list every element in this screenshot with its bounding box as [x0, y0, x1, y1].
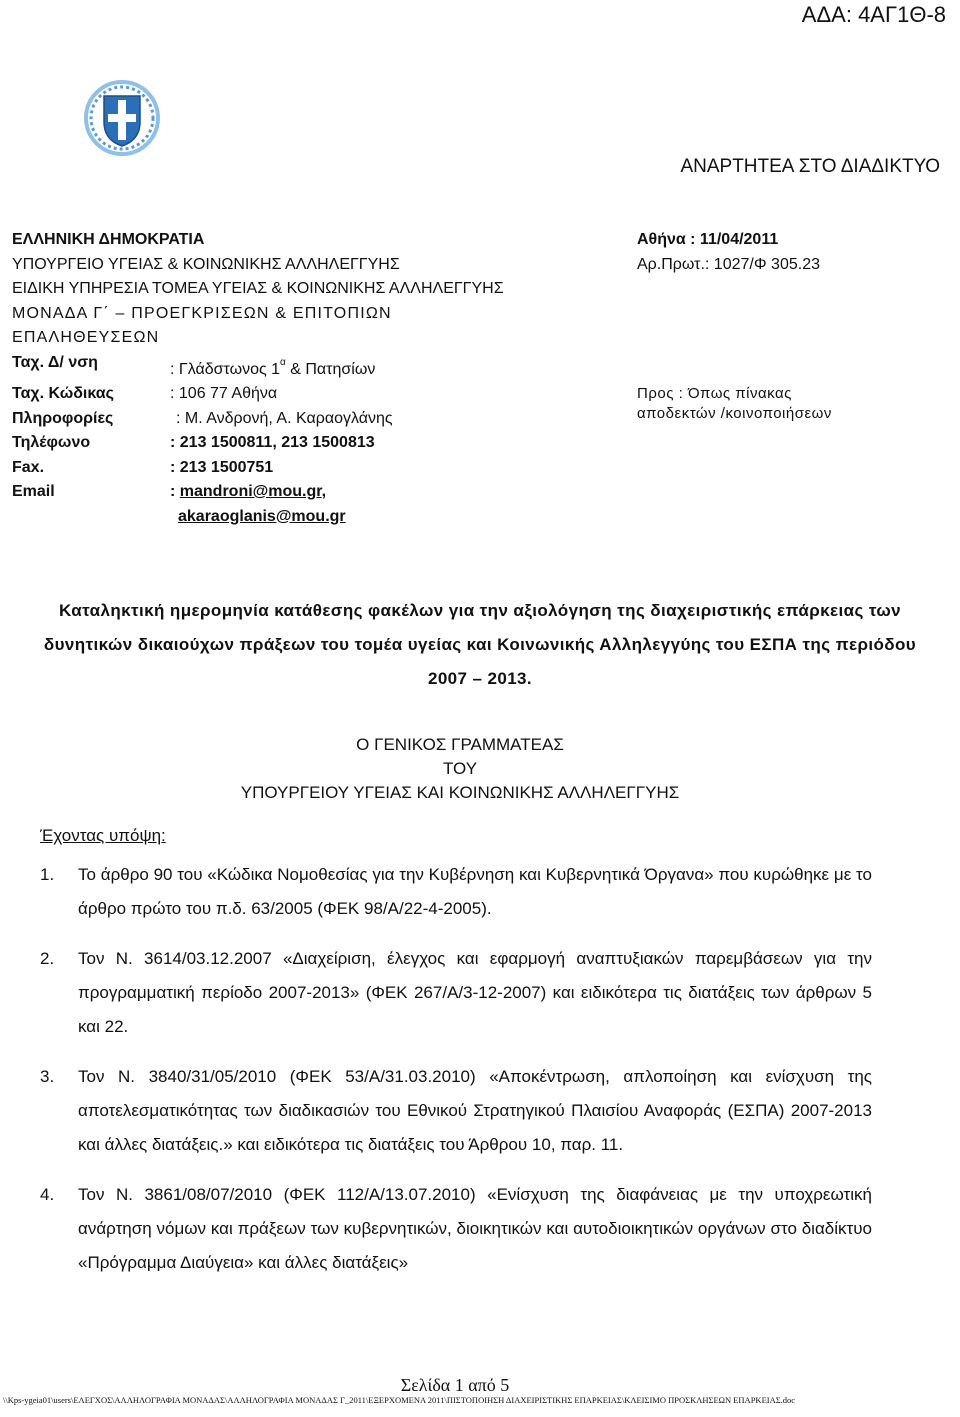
- phone-value: : 213 1500811, 213 1500813: [170, 434, 375, 451]
- issuer-header: [12, 228, 504, 529]
- unit-line: ΜΟΝΑΔΑ Γ΄ – ΠΡΟΕΓΚΡΙΣΕΩΝ & ΕΠΙΤΟΠΙΩΝ: [12, 304, 392, 322]
- having-regard-heading: Έχοντας υπόψη:: [40, 826, 166, 845]
- page-number: Σελίδα 1 από 5: [400, 1375, 510, 1395]
- phone-row: [12, 431, 504, 456]
- fax-value: : 213 1500751: [170, 458, 274, 476]
- info-value: : Μ. Ανδρονή, Α. Καραογλάνης: [176, 409, 393, 427]
- email-link-mandroni[interactable]: mandroni@mou.gr: [179, 483, 322, 500]
- phone-label: Τηλέφωνο: [12, 434, 91, 451]
- list-item: [40, 1178, 872, 1280]
- postcode-value: : 106 77 Αθήνα: [170, 385, 278, 402]
- secretary-title: Ο ΓΕΝΙΚΟΣ ΓΡΑΜΜΑΤΕΑΣ: [356, 735, 564, 754]
- fax-label: Fax.: [12, 458, 45, 476]
- email-row: [12, 480, 504, 505]
- info-row: [12, 407, 504, 432]
- document-date: Αθήνα : 11/04/2011: [637, 231, 779, 248]
- info-label: Πληροφορίες: [12, 409, 114, 427]
- ada-code: ΑΔΑ: 4ΑΓ1Θ-8: [801, 2, 946, 27]
- secretary-of: ΤΟΥ: [442, 759, 478, 778]
- address-value: : Γλάδστωνος $1^\alpha$ & Πατησίων: [170, 356, 376, 378]
- item-text: Τον Ν. 3614/03.12.2007 «Διαχείριση, έλεγχος και εφαρμογή αναπτυξιακών παρεμβάσεων για την προγραμματική περίοδο 2007-2013» (ΦΕΚ 267/Α/3-12-2007) και ειδικότερα τις διατάξεις των άρθρων 5 και 22.: [78, 949, 872, 1036]
- email-row-2: [12, 505, 504, 530]
- date-block: [637, 228, 820, 277]
- item-text: Το άρθρο 90 του «Κώδικα Νομοθεσίας για την Κυβέρνηση και Κυβερνητικά Όργανα» που κυρώθηκε με το άρθρο πρώτο του π.δ. 63/2005 (ΦΕΚ 98/Α/22-4-2005).: [78, 865, 872, 918]
- item-number: 2.: [40, 949, 55, 968]
- postcode-label: Ταχ. Κώδικας: [12, 385, 114, 402]
- legal-basis-list: [40, 858, 872, 1296]
- secretary-heading: [0, 733, 920, 805]
- ministry-line: ΥΠΟΥΡΓΕΙΟ ΥΓΕΙΑΣ & ΚΟΙΝΩΝΙΚΗΣ ΑΛΛΗΛΕΓΓΥΗΣ: [12, 255, 400, 273]
- item-text: Τον Ν. 3861/08/07/2010 (ΦΕΚ 112/Α/13.07.2010) «Ενίσχυση της διαφάνειας με την υποχρεωτική ανάρτηση νόμων και πράξεων των κυβερνητικών, διοικητικών και αυτοδιοικητικών οργάνων στο διαδίκτυο «Πρόγραμμα Διαύγεια» και άλλες διατάξεις»: [78, 1185, 872, 1272]
- document-subject: Καταληκτική ημερομηνία κατάθεσης φακέλων για την αξιολόγηση της διαχειριστικής επάρκειας των δυνητικών δικαιούχων πράξεων του τομέα υγείας και Κοινωνικής Αλληλεγγύης του ΕΣΠΑ της περιόδου 2007 – 2013.: [43, 601, 917, 688]
- republic-line: ΕΛΛΗΝΙΚΗ ΔΗΜΟΚΡΑΤΙΑ: [12, 231, 205, 248]
- unit-line-2: ΕΠΑΛΗΘΕΥΣΕΩΝ: [12, 329, 160, 346]
- service-line: ΕΙΔΙΚΗ ΥΠΗΡΕΣΙΑ ΤΟΜΕΑ ΥΓΕΙΑΣ & ΚΟΙΝΩΝΙΚΗΣ ΑΛΛΗΛΕΓΓΥΗΣ: [12, 280, 504, 297]
- item-number: 3.: [40, 1067, 55, 1086]
- file-path: \\Kps-ygeia01\users\ΕΛΕΓΧΟΣ\ΑΛΛΗΛΟΓΡΑΦΙΑ ΜΟΝΑΔΑΣ\ΑΛΛΗΛΟΓΡΑΦΙΑ ΜΟΝΑΔΑΣ Γ_2011\ΕΞΕΡΧΟΜΕΝΑ 2011\ΠΙΣΤΟΠΟΙΗΣΗ ΔΙΑΧΕΙΡΙΣΤΙΚΗΣ ΕΠΑΡΚΕΙΑΣ\ΚΛΕΙΣΙΜΟ ΠΡΟΣΚΛΗΣΕΩΝ ΕΠΑΡΚΕΙΑΣ.doc: [3, 1395, 796, 1405]
- address-row: [12, 351, 504, 383]
- greek-coat-of-arms-icon: [82, 78, 162, 158]
- recipient-line: Προς : Όπως πίνακας: [637, 385, 792, 402]
- email-link-akaraoglanis[interactable]: akaraoglanis@mou.gr: [178, 507, 346, 525]
- secretary-ministry: ΥΠΟΥΡΓΕΙΟΥ ΥΓΕΙΑΣ ΚΑΙ ΚΟΙΝΩΝΙΚΗΣ ΑΛΛΗΛΕΓΓΥΗΣ: [240, 783, 680, 802]
- item-number: 1.: [40, 865, 55, 884]
- list-item: [40, 942, 872, 1044]
- posted-online-label: ΑΝΑΡΤΗΤΕΑ ΣΤΟ ΔΙΑΔΙΚΤΥΟ: [680, 156, 940, 177]
- postcode-row: [12, 382, 504, 407]
- protocol-number: Αρ.Πρωτ.: 1027/Φ 305.23: [637, 255, 820, 273]
- item-number: 4.: [40, 1185, 55, 1204]
- recipient-block: [637, 384, 832, 424]
- address-label: Ταχ. Δ/ νση: [12, 353, 98, 371]
- list-item: [40, 1060, 872, 1162]
- fax-row: [12, 456, 504, 481]
- list-item: [40, 858, 872, 926]
- item-text: Τον Ν. 3840/31/05/2010 (ΦΕΚ 53/Α/31.03.2010) «Αποκέντρωση, απλοποίηση και ενίσχυση της αποτελεσματικότητας των διαδικασιών του Εθνικού Στρατηγικού Πλαισίου Αναφοράς (ΕΣΠΑ) 2007-2013 και άλλες διατάξεις.» και ειδικότερα τις διατάξεις του Άρθρου 10, παρ. 11.: [78, 1067, 872, 1154]
- recipient-line-2: αποδεκτών /κοινοποιήσεων: [637, 405, 832, 422]
- email-label: Email: [12, 483, 55, 500]
- email-values: : mandroni@mou.gr,: [170, 483, 327, 500]
